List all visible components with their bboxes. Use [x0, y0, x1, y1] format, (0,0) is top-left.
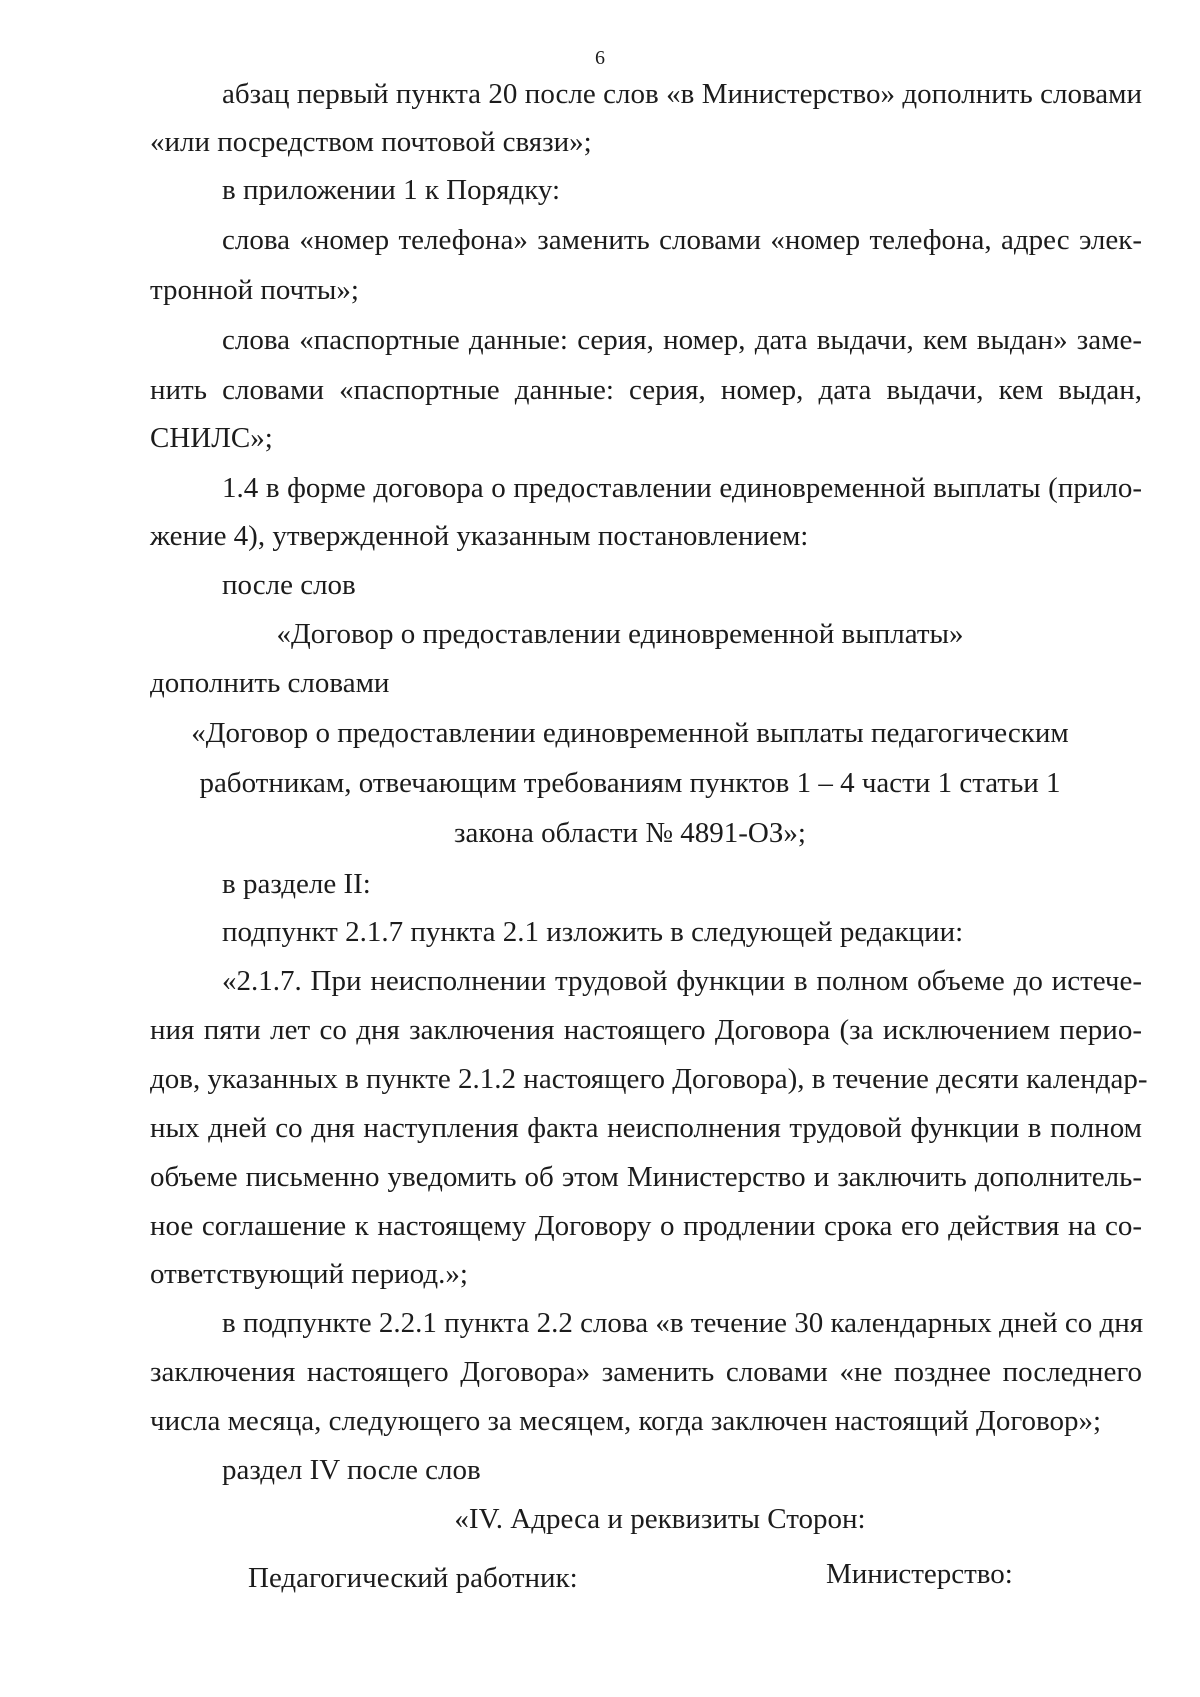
quoted-title-line: работникам, отвечающим требованиям пунктов 1 – 4 части 1 статьи 1	[199, 767, 1061, 799]
text-line: числа месяца, следующего за месяцем, когда заключен настоящий Договор»;	[150, 1405, 1102, 1437]
signature-label-teacher: Педагогический работник:	[248, 1562, 578, 1594]
text-line: в разделе II:	[222, 868, 371, 900]
text-line: нить словами «паспортные данные: серия, номер, дата выдачи, кем выдан,	[150, 374, 1142, 406]
text-line: «2.1.7. При неисполнении трудовой функции в полном объеме до истече-	[222, 965, 1142, 997]
text-line: объеме письменно уведомить об этом Министерство и заключить дополнитель-	[150, 1161, 1142, 1193]
text-line: ответствующий период.»;	[150, 1258, 468, 1290]
signature-label-ministry: Министерство:	[826, 1558, 1013, 1590]
text-line: 1.4 в форме договора о предоставлении единовременной выплаты (прило-	[222, 472, 1142, 504]
text-line: СНИЛС»;	[150, 422, 273, 454]
text-line: после слов	[222, 569, 356, 601]
text-line: дов, указанных в пункте 2.1.2 настоящего Договора), в течение десяти календар-	[150, 1063, 1148, 1095]
text-line: подпункт 2.1.7 пункта 2.1 изложить в следующей редакции:	[222, 916, 964, 948]
text-line: абзац первый пункта 20 после слов «в Министерство» дополнить словами	[222, 78, 1142, 110]
quoted-title-line: «Договор о предоставлении единовременной выплаты педагогическим	[191, 717, 1069, 749]
text-line: тронной почты»;	[150, 274, 359, 306]
text-line: слова «номер телефона» заменить словами «номер телефона, адрес элек-	[222, 224, 1142, 256]
text-line: дополнить словами	[150, 667, 390, 699]
text-line: заключения настоящего Договора» заменить словами «не позднее последнего	[150, 1356, 1142, 1388]
text-line: «или посредством почтовой связи»;	[150, 126, 592, 158]
text-line: ное соглашение к настоящему Договору о продлении срока его действия на со-	[150, 1210, 1142, 1242]
text-line: в приложении 1 к Порядку:	[222, 174, 561, 206]
text-line: слова «паспортные данные: серия, номер, дата выдачи, кем выдан» заме-	[222, 324, 1142, 356]
text-line: ных дней со дня наступления факта неисполнения трудовой функции в полном	[150, 1112, 1142, 1144]
text-line: в подпункте 2.2.1 пункта 2.2 слова «в течение 30 календарных дней со дня	[222, 1307, 1144, 1339]
quoted-title-line: закона области № 4891-ОЗ»;	[454, 817, 806, 849]
quoted-title: «Договор о предоставлении единовременной выплаты»	[276, 618, 964, 650]
text-line: раздел IV после слов	[222, 1454, 481, 1486]
text-line: жение 4), утвержденной указанным постановлением:	[150, 520, 809, 552]
section-heading-quote: «IV. Адреса и реквизиты Сторон:	[454, 1503, 866, 1535]
text-line: ния пяти лет со дня заключения настоящего Договора (за исключением перио-	[150, 1014, 1142, 1046]
page-number: 6	[595, 47, 605, 69]
